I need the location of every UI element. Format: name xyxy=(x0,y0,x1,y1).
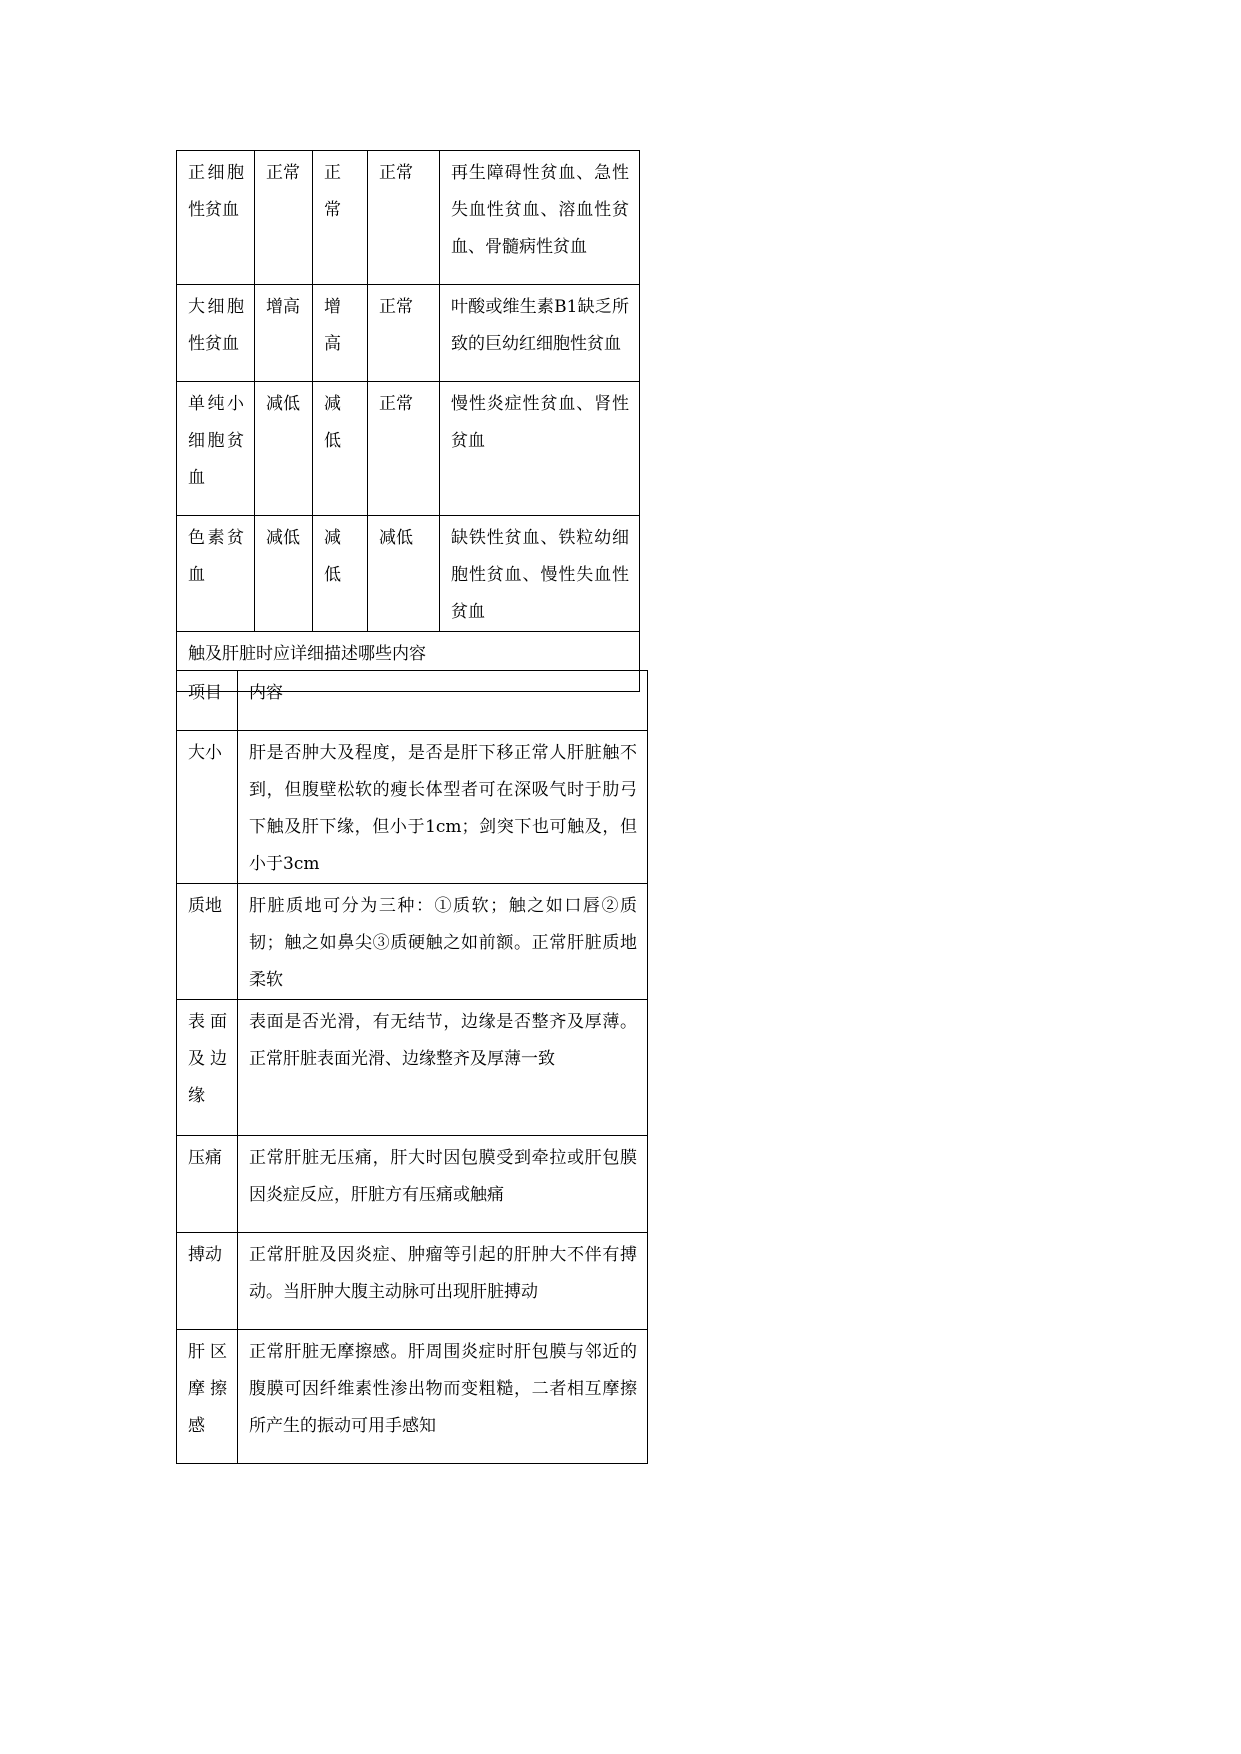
item-cell: 质地 xyxy=(177,884,238,1000)
content-cell: 肝脏质地可分为三种：①质软；触之如口唇②质韧；触之如鼻尖③质硬触之如前额。正常肝脏质地柔软 xyxy=(238,884,648,1000)
item-cell: 压痛 xyxy=(177,1136,238,1233)
table-row xyxy=(177,731,648,884)
table-row xyxy=(177,884,648,1000)
mch-cell: 增高 xyxy=(313,285,368,382)
mchc-cell: 正常 xyxy=(368,382,440,516)
content-cell: 肝是否肿大及程度，是否是肝下移正常人肝脏触不到，但腹壁松软的瘦长体型者可在深吸气时于肋弓下触及肝下缘，但小于1cm；剑突下也可触及，但小于3cm xyxy=(238,731,648,884)
mch-cell: 减低 xyxy=(313,382,368,516)
table-row xyxy=(177,1136,648,1233)
mcv-cell: 增高 xyxy=(255,285,313,382)
content-cell: 表面是否光滑，有无结节，边缘是否整齐及厚薄。正常肝脏表面光滑、边缘整齐及厚薄一致 xyxy=(238,1000,648,1136)
mch-cell: 减低 xyxy=(313,516,368,632)
mcv-cell: 正常 xyxy=(255,151,313,285)
table-row xyxy=(177,151,640,285)
mchc-cell: 正常 xyxy=(368,285,440,382)
content-cell: 正常肝脏无摩擦感。肝周围炎症时肝包膜与邻近的腹膜可因纤维素性渗出物而变粗糙，二者相互摩擦所产生的振动可用手感知 xyxy=(238,1330,648,1464)
item-cell: 大小 xyxy=(177,731,238,884)
mchc-cell: 减低 xyxy=(368,516,440,632)
table-row xyxy=(177,382,640,516)
mchc-cell: 正常 xyxy=(368,151,440,285)
anemia-type-cell: 正细胞性贫血 xyxy=(177,151,255,285)
mcv-cell: 减低 xyxy=(255,382,313,516)
question-heading: 触及肝脏时应详细描述哪些内容 xyxy=(177,632,640,692)
causes-cell: 叶酸或维生素B1缺乏所致的巨幼红细胞性贫血 xyxy=(440,285,640,382)
anemia-type-cell: 大细胞性贫血 xyxy=(177,285,255,382)
anemia-table xyxy=(176,150,640,692)
causes-cell: 缺铁性贫血、铁粒幼细胞性贫血、慢性失血性贫血 xyxy=(440,516,640,632)
table-row xyxy=(177,516,640,632)
causes-cell: 慢性炎症性贫血、肾性贫血 xyxy=(440,382,640,516)
causes-cell: 再生障碍性贫血、急性失血性贫血、溶血性贫血、骨髓病性贫血 xyxy=(440,151,640,285)
table-header-row xyxy=(177,671,648,731)
table-row xyxy=(177,285,640,382)
column-header-content: 内容 xyxy=(238,671,648,731)
table-row xyxy=(177,1000,648,1136)
content-cell: 正常肝脏及因炎症、肿瘤等引起的肝肿大不伴有搏动。当肝肿大腹主动脉可出现肝脏搏动 xyxy=(238,1233,648,1330)
mcv-cell: 减低 xyxy=(255,516,313,632)
column-header-item: 项目 xyxy=(177,671,238,731)
item-cell: 表面及边缘 xyxy=(177,1000,238,1136)
item-cell: 肝区摩擦感 xyxy=(177,1330,238,1464)
mch-cell: 正常 xyxy=(313,151,368,285)
anemia-type-cell: 色素贫血 xyxy=(177,516,255,632)
table-row xyxy=(177,1330,648,1464)
item-cell: 搏动 xyxy=(177,1233,238,1330)
content-cell: 正常肝脏无压痛，肝大时因包膜受到牵拉或肝包膜因炎症反应，肝脏方有压痛或触痛 xyxy=(238,1136,648,1233)
liver-palpation-table xyxy=(176,670,648,1464)
anemia-type-cell: 单纯小细胞贫血 xyxy=(177,382,255,516)
table-row xyxy=(177,1233,648,1330)
